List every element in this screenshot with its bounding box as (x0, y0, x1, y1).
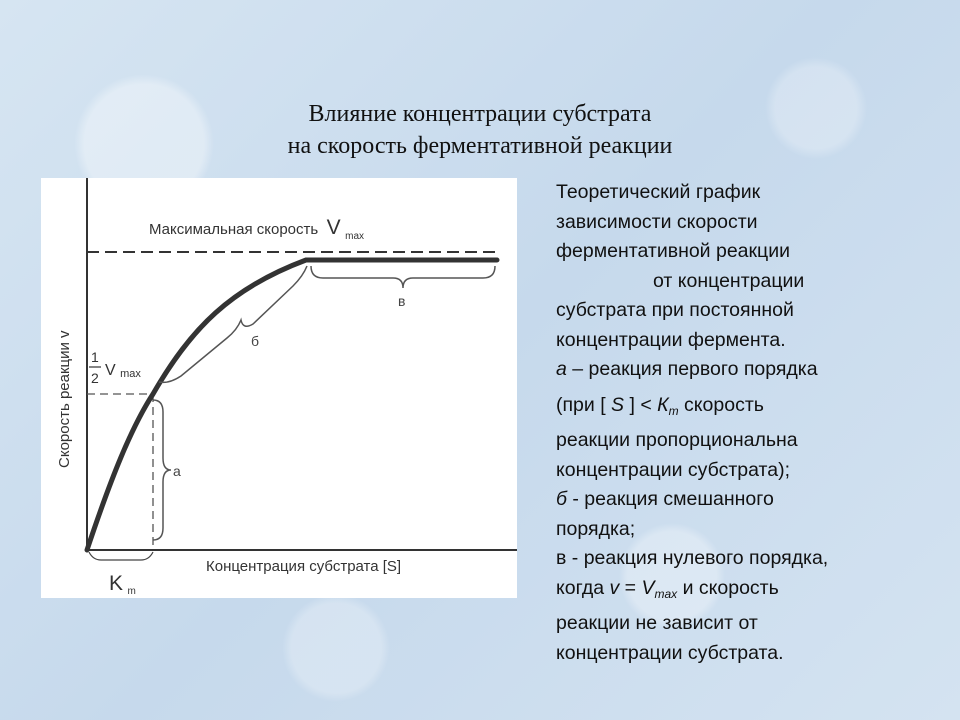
caption-item-a-line2: (при [ S ] < $К_m$ скорость (556, 393, 764, 418)
title-line-1: Влияние концентрации субстрата (308, 101, 652, 127)
x-axis-label: Концентрация субстрата [S] (206, 558, 402, 575)
half-vmax-symbol: V max (105, 362, 141, 380)
y-axis-label: Скорость реакции v (56, 330, 73, 468)
half-fraction-numerator: 1 (91, 349, 99, 365)
caption-line: реакции не зависит от (556, 612, 758, 634)
caption-item-a: а – реакция первого порядка (556, 358, 818, 380)
vmax-subscript: max (345, 231, 365, 242)
saturation-curve (87, 260, 497, 550)
caption-line: зависимости скорости (556, 210, 758, 233)
brace-a-label: а (173, 463, 181, 479)
caption-line: от концентрации (653, 269, 805, 292)
brace-v-label: в (398, 293, 406, 309)
vmax-label (149, 216, 364, 242)
km-label: K $_m$ (109, 572, 136, 597)
brace-b-label: б (251, 333, 260, 349)
brace-a (153, 400, 171, 540)
diagram-figure (41, 178, 517, 598)
caption-line: концентрации субстрата); (556, 458, 790, 481)
slide-title (180, 98, 780, 162)
title-line-2: на скорость ферментативной реакции (287, 133, 673, 159)
caption-line: концентрации субстрата. (556, 641, 784, 664)
caption-line: порядка; (556, 517, 636, 540)
caption-line: концентрации фермента. (556, 328, 786, 351)
caption-item-c: в - реакция нулевого порядка, (556, 547, 829, 569)
caption-line: субстрата при постоянной (556, 299, 794, 321)
caption-line: ферментативной реакции (556, 240, 791, 262)
caption-item-c-line2: когда $v = V_{max}$ и скорость (556, 576, 779, 601)
diagram-svg (41, 178, 517, 598)
caption-line: реакции пропорциональна (556, 429, 798, 451)
caption-item-b: б - реакция смешанного (556, 488, 774, 510)
brace-b (159, 266, 307, 382)
vmax-label-text: Максимальная скорость (149, 221, 319, 238)
vmax-symbol: V (326, 216, 341, 239)
km-bracket (89, 552, 153, 560)
caption-text (556, 178, 946, 668)
caption-line: Теоретический график (556, 181, 761, 203)
half-fraction-denominator: 2 (91, 370, 99, 386)
brace-v (311, 266, 495, 288)
